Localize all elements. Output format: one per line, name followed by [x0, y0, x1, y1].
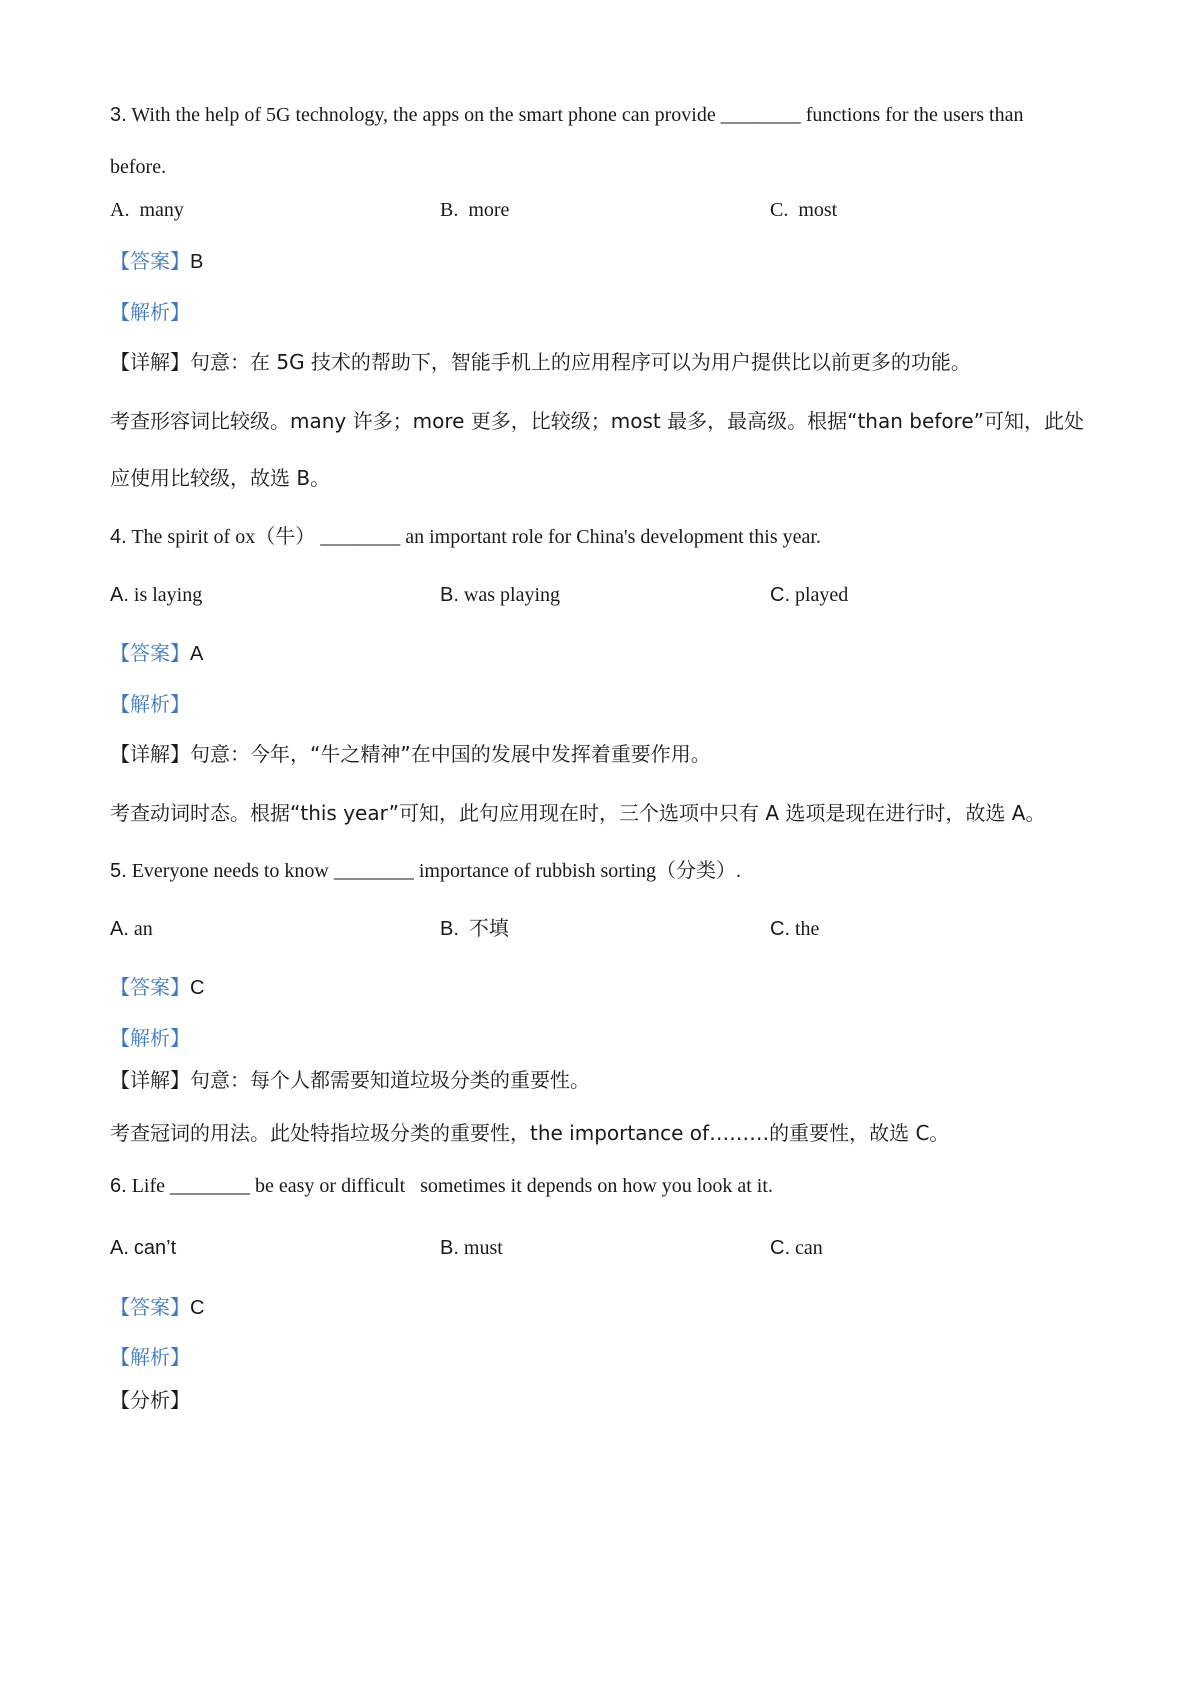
- answer-line: [110, 643, 203, 664]
- detail-line-2: [110, 411, 1084, 431]
- detail-text: 考查形容词比较级。many 许多；more 更多，比较级；most 最多，最高级。根据“than before”可知，此处: [110, 409, 1085, 433]
- option-b: [440, 1238, 503, 1258]
- fenxi-line: [110, 1390, 190, 1410]
- option-letter: B.: [440, 584, 459, 606]
- question-number: 6.: [110, 1175, 127, 1197]
- option-a: [110, 200, 184, 220]
- question-stem-after: an important role for China's development this year.: [405, 526, 821, 548]
- answer-line: [110, 977, 204, 998]
- answer-value: C: [190, 977, 205, 999]
- option-letter: B.: [440, 918, 459, 940]
- option-text: the: [795, 918, 820, 940]
- option-letter: A.: [110, 199, 130, 221]
- answer-value: B: [190, 251, 204, 273]
- option-text: can’t: [133, 1237, 177, 1259]
- option-letter: C.: [770, 584, 790, 606]
- detail-text: 考查冠词的用法。此处特指垃圾分类的重要性，the importance of………的重要性，故选 C。: [110, 1121, 950, 1145]
- option-a: [110, 1238, 176, 1258]
- question-4-stem: [110, 527, 821, 547]
- option-b: [440, 585, 560, 605]
- detail-label: 【详解】: [110, 1068, 190, 1092]
- option-text: 不填: [468, 918, 509, 940]
- option-text: can: [795, 1237, 823, 1259]
- detail-text: 句意：今年，“牛之精神”在中国的发展中发挥着重要作用。: [190, 742, 711, 766]
- detail-label: 【详解】: [110, 350, 190, 374]
- option-letter: A.: [110, 1237, 129, 1259]
- detail-line-1: [110, 744, 711, 764]
- option-c: [770, 919, 819, 939]
- detail-text: 考查动词时态。根据“this year”可知，此句应用现在时，三个选项中只有 A 选项是现在进行时，故选 A。: [110, 801, 1046, 825]
- option-c: [770, 585, 848, 605]
- question-stem-before: With the help of 5G technology, the apps on the smart phone can provide: [131, 104, 716, 126]
- question-blank: ________: [170, 1175, 250, 1197]
- option-text: must: [463, 1237, 503, 1259]
- option-a: [110, 919, 153, 939]
- detail-line-3: [110, 468, 330, 488]
- option-text: played: [795, 584, 849, 606]
- question-stem-cont: before.: [110, 156, 167, 178]
- question-stem-before: Everyone needs to know: [131, 860, 329, 882]
- detail-text: 句意：在 5G 技术的帮助下，智能手机上的应用程序可以为用户提供比以前更多的功能。: [190, 350, 971, 374]
- question-number: 3.: [110, 104, 127, 126]
- option-letter: B.: [440, 199, 459, 221]
- option-a: [110, 585, 202, 605]
- question-6-stem: [110, 1176, 773, 1196]
- answer-value: C: [190, 1297, 205, 1319]
- option-text: many: [139, 199, 184, 221]
- option-text: is laying: [133, 584, 203, 606]
- question-stem-after: be easy or difficult sometimes it depends on how you look at it.: [255, 1175, 773, 1197]
- detail-text: 句意：每个人都需要知道垃圾分类的重要性。: [190, 1068, 590, 1092]
- answer-label: 【答案】: [110, 641, 190, 665]
- question-blank: ________: [720, 104, 801, 126]
- detail-text: 应使用比较级，故选 B。: [110, 466, 331, 490]
- detail-line-1: [110, 1070, 590, 1090]
- option-letter: C.: [770, 1237, 790, 1259]
- analysis-label: 【解析】: [110, 1026, 190, 1050]
- answer-label: 【答案】: [110, 975, 190, 999]
- analysis-line: [110, 1347, 190, 1367]
- analysis-label: 【解析】: [110, 1345, 190, 1369]
- answer-line: [110, 1297, 204, 1318]
- option-c: [770, 1238, 823, 1258]
- option-b: [440, 919, 509, 939]
- answer-value: A: [190, 643, 204, 665]
- question-5-stem: [110, 861, 741, 881]
- option-text: most: [798, 199, 838, 221]
- option-letter: B.: [440, 1237, 459, 1259]
- question-stem-after: importance of rubbish sorting（分类）.: [418, 860, 742, 882]
- option-letter: A.: [110, 584, 129, 606]
- detail-line-1: [110, 352, 971, 372]
- analysis-label: 【解析】: [110, 300, 190, 324]
- detail-line-2: [110, 803, 1045, 823]
- question-3-stem-cont: [110, 157, 166, 177]
- answer-line: [110, 251, 203, 272]
- answer-label: 【答案】: [110, 1295, 190, 1319]
- option-letter: C.: [770, 199, 789, 221]
- option-letter: A.: [110, 918, 129, 940]
- analysis-line: [110, 302, 190, 322]
- option-letter: C.: [770, 918, 790, 940]
- option-text: was playing: [463, 584, 560, 606]
- detail-line-2: [110, 1123, 949, 1143]
- question-number: 4.: [110, 526, 127, 548]
- question-blank: ________: [333, 860, 414, 882]
- question-blank: ________: [320, 526, 401, 548]
- analysis-line: [110, 1028, 190, 1048]
- question-number: 5.: [110, 860, 127, 882]
- answer-label: 【答案】: [110, 249, 190, 273]
- analysis-line: [110, 694, 190, 714]
- question-stem-after: functions for the users than: [805, 104, 1024, 126]
- option-b: [440, 200, 509, 220]
- option-c: [770, 200, 837, 220]
- fenxi-label: 【分析】: [110, 1388, 190, 1412]
- option-text: more: [468, 199, 510, 221]
- question-3-stem: [110, 105, 1023, 125]
- question-stem-before: Life: [131, 1175, 165, 1197]
- detail-label: 【详解】: [110, 742, 190, 766]
- analysis-label: 【解析】: [110, 692, 190, 716]
- option-text: an: [133, 918, 153, 940]
- question-stem-before: The spirit of ox（牛）: [131, 526, 316, 548]
